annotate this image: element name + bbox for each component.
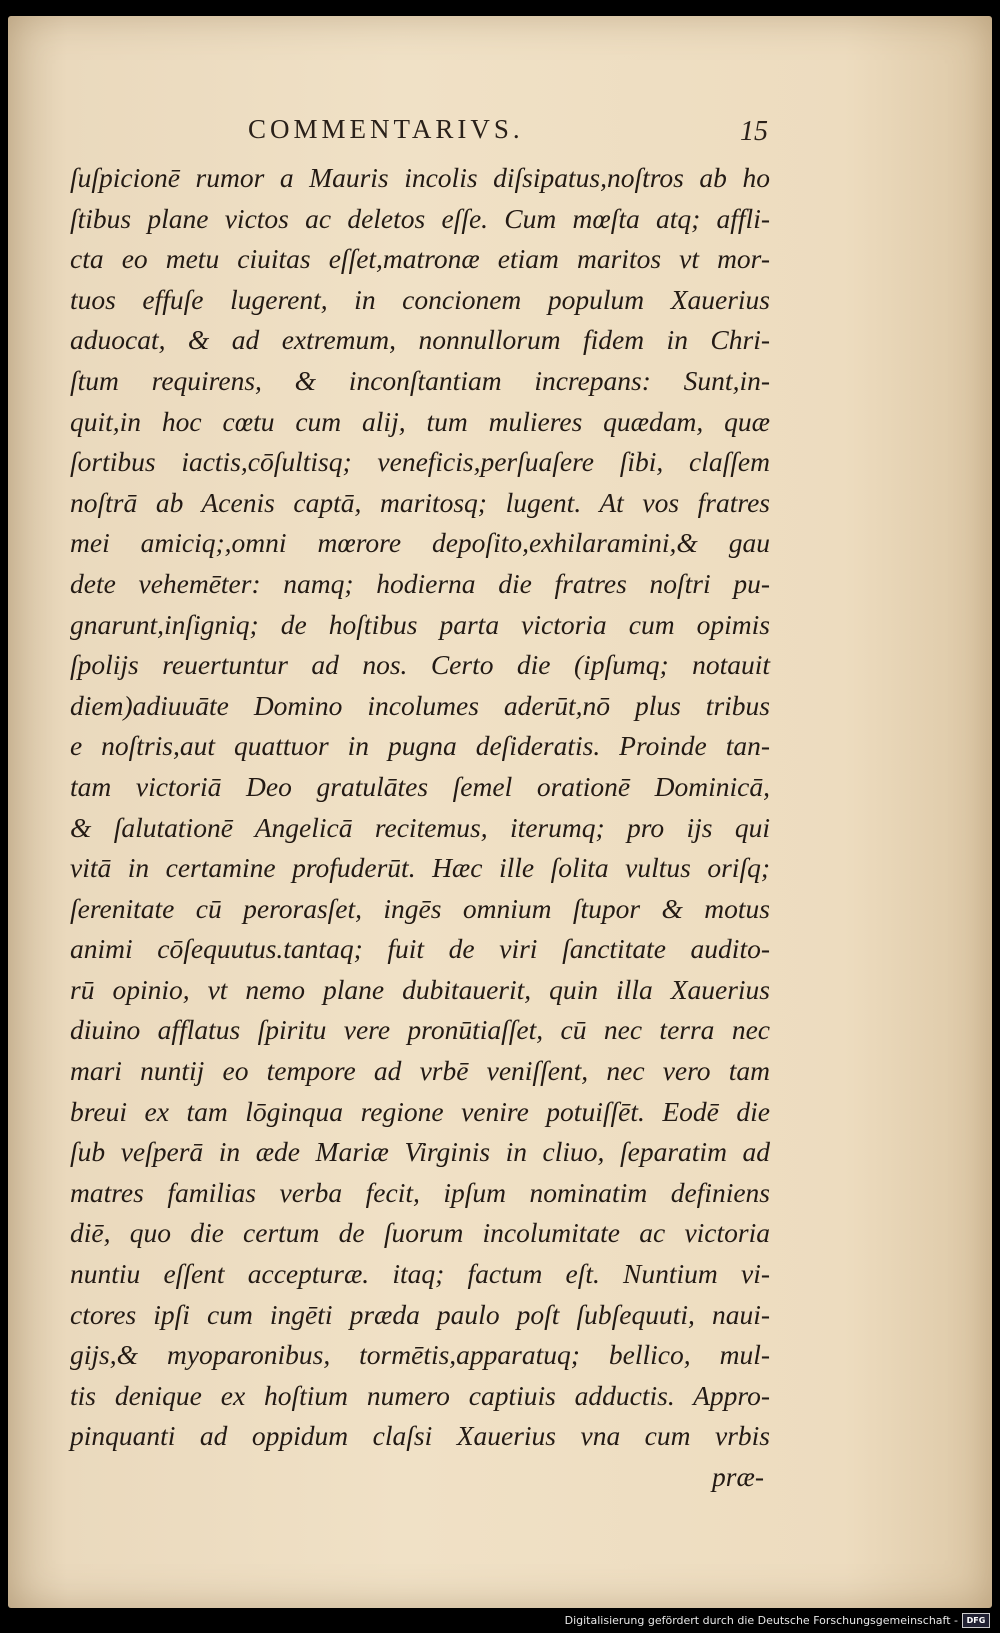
- text-line: matres familias verba fecit, ipſum nominatim definiens: [70, 1176, 770, 1208]
- footer-credit: Digitalisierung gefördert durch die Deutsche Forschungsgemeinschaft -: [564, 1613, 958, 1627]
- text-line: mei amiciq;,omni mœrore depoſito,exhilaramini,& gau: [70, 527, 770, 559]
- text-line: ſtum requirens, & inconſtantiam increpans: Sunt,in-: [70, 364, 770, 396]
- text-line: ctores ipſi cum ingēti præda paulo poſt ſubſequuti, naui-: [70, 1298, 770, 1330]
- text-line: diuino afflatus ſpiritu vere pronūtiaſſet, cū nec terra nec: [70, 1014, 770, 1046]
- text-line: ſpolijs reuertuntur ad nos. Certo die (ipſumq; notauit: [70, 649, 770, 681]
- text-line: diem)adiuuāte Domino incolumes aderūt,nō plus tribus: [70, 689, 770, 721]
- book-page: [8, 16, 992, 1608]
- text-line: gijs,& myoparonibus, tormētis,apparatuq; bellico, mul-: [70, 1339, 770, 1371]
- text-line: aduocat, & ad extremum, nonnullorum fidem in Chri-: [70, 324, 770, 356]
- body-text: [70, 158, 770, 1498]
- page-number: 15: [740, 116, 768, 147]
- text-line: nuntiu eſſent accepturæ. itaq; factum eſt. Nuntium vi-: [70, 1258, 770, 1290]
- text-line: ſtibus plane victos ac deletos eſſe. Cum mœſta atq; affli-: [70, 202, 770, 234]
- text-line: ſub veſperā in æde Mariæ Virginis in cliuo, ſeparatim ad: [70, 1136, 770, 1168]
- text-line: cta eo metu ciuitas eſſet,matronæ etiam maritos vt mor-: [70, 243, 770, 275]
- text-line: gnarunt,inſigniq; de hoſtibus parta victoria cum opimis: [70, 608, 770, 640]
- digitization-footer: [565, 1611, 990, 1629]
- text-line: animi cōſequutus.tantaq; fuit de viri ſanctitate audito-: [70, 933, 770, 965]
- text-line: e noſtris,aut quattuor in pugna deſideratis. Proinde tan-: [70, 730, 770, 762]
- running-head: [8, 114, 992, 154]
- text-line: tis denique ex hoſtium numero captiuis adductis. Appro-: [70, 1379, 770, 1411]
- text-line: ſerenitate cū perorasſet, ingēs omnium ſtupor & motus: [70, 892, 770, 924]
- dfg-logo-icon: DFG: [962, 1613, 990, 1628]
- text-line: mari nuntij eo tempore ad vrbē veniſſent, nec vero tam: [70, 1055, 770, 1087]
- text-line: tuos effuſe lugerent, in concionem populum Xauerius: [70, 283, 770, 315]
- text-line: vitā in certamine profuderūt. Hæc ille ſolita vultus oriſq;: [70, 852, 770, 884]
- text-line: tam victoriā Deo gratulātes ſemel orationē Dominicā,: [70, 770, 770, 802]
- text-line: ſuſpicionē rumor a Mauris incolis diſsipatus,noſtros ab ho: [70, 162, 770, 193]
- text-line: pinquanti ad oppidum claſsi Xauerius vna cum vrbis: [70, 1420, 770, 1452]
- text-line: & ſalutationē Angelicā recitemus, iterumq; pro ijs qui: [70, 811, 770, 843]
- text-line: diē, quo die certum de ſuorum incolumitate ac victoria: [70, 1217, 770, 1249]
- running-title: COMMENTARIVS.: [248, 114, 524, 144]
- text-line: breui ex tam lōginqua regione venire potuiſſēt. Eodē die: [70, 1095, 770, 1127]
- catchword: præ-: [712, 1461, 764, 1492]
- text-line: ſortibus iactis,cōſultisq; veneficis,perſuaſere ſibi, claſſem: [70, 446, 770, 478]
- text-line: quit,in hoc cœtu cum alij, tum mulieres quædam, quæ: [70, 405, 770, 437]
- text-line: dete vehemēter: namq; hodierna die fratres noſtri pu-: [70, 567, 770, 599]
- text-line: rū opinio, vt nemo plane dubitauerit, quin illa Xauerius: [70, 973, 770, 1005]
- text-line: noſtrā ab Acenis captā, maritosq; lugent. At vos fratres: [70, 486, 770, 518]
